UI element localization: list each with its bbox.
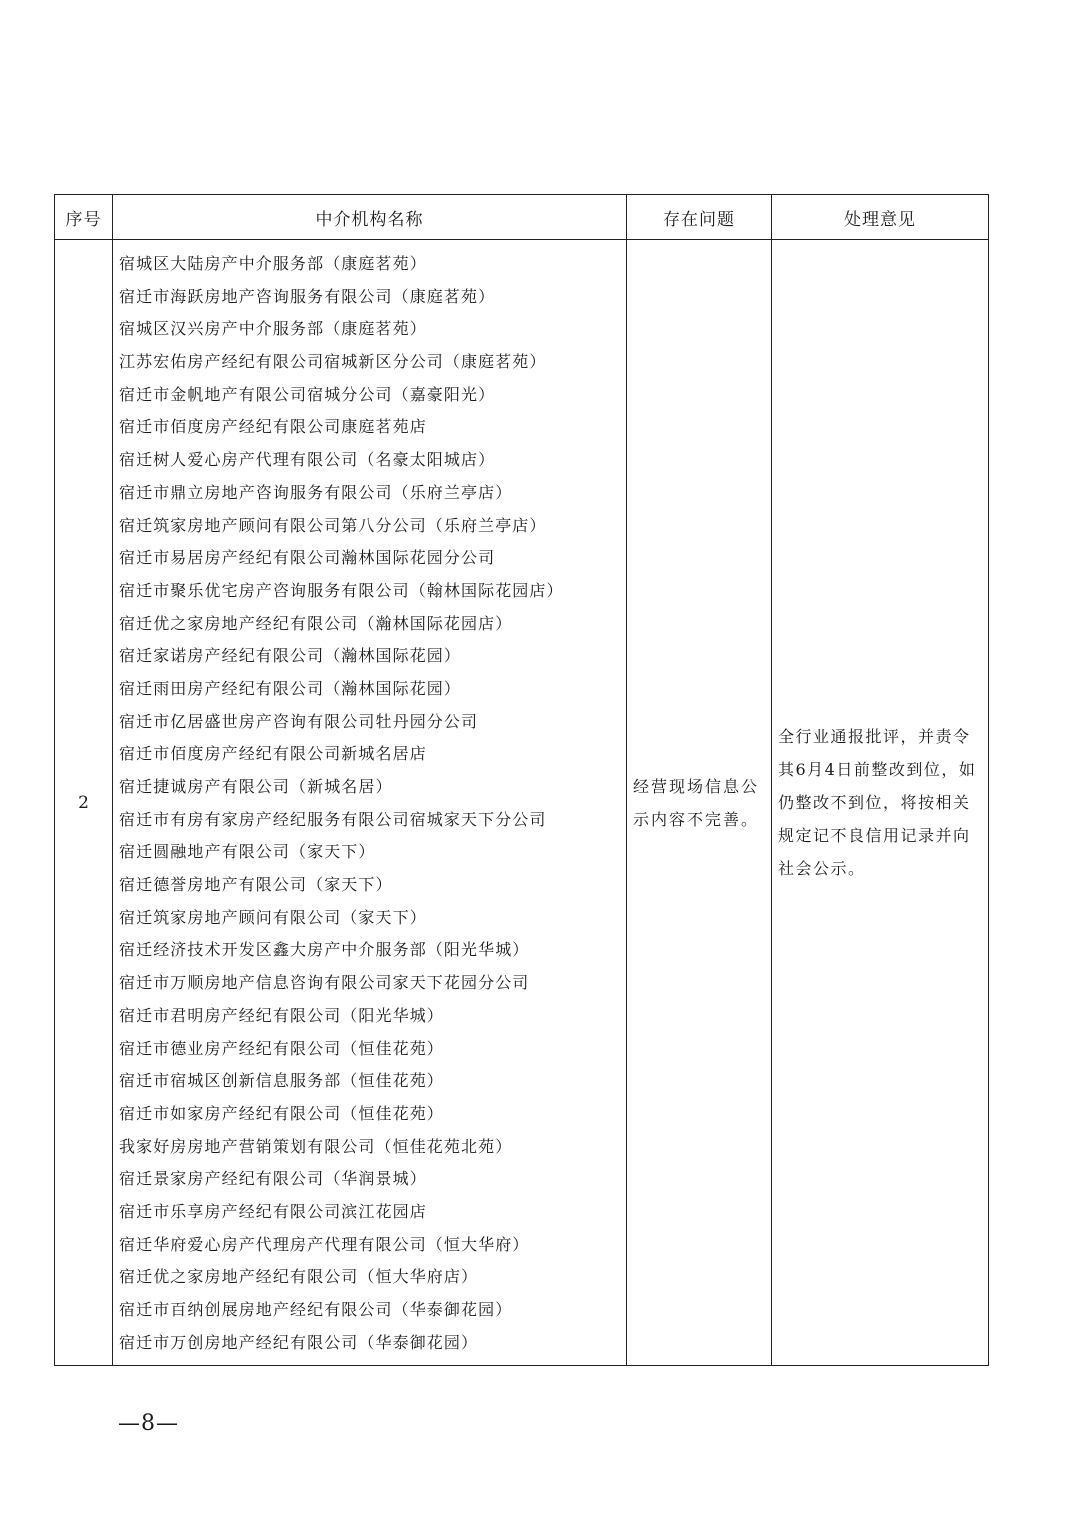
list-item: 宿迁优之家房地产经纪有限公司（瀚林国际花园店） bbox=[119, 613, 513, 633]
list-item: 宿迁优之家房地产经纪有限公司（恒大华府店） bbox=[119, 1267, 479, 1287]
list-item: 宿迁筑家房地产顾问有限公司第八分公司（乐府兰亭店） bbox=[119, 515, 547, 535]
list-item: 宿城区大陆房产中介服务部（康庭茗苑） bbox=[119, 254, 427, 273]
issue-text: 经营现场信息公示内容不完善。 bbox=[627, 240, 772, 1366]
list-item: 宿迁市如家房产经纪有限公司（恒佳花苑） bbox=[119, 1103, 444, 1123]
list-item: 宿迁雨田房产经纪有限公司（瀚林国际花园） bbox=[119, 678, 462, 698]
page-number: —8— bbox=[118, 1411, 179, 1436]
list-item: 宿迁树人爱心房产代理有限公司（名豪太阳城店） bbox=[119, 450, 496, 470]
list-item: 宿迁市有房有家房产经纪服务有限公司宿城家天下分公司 bbox=[119, 809, 547, 829]
list-item: 宿迁市亿居盛世房产咨询有限公司牡丹园分公司 bbox=[119, 711, 479, 731]
list-item: 宿迁市金帆地产有限公司宿城分公司（嘉豪阳光） bbox=[119, 384, 496, 404]
list-item: 宿迁华府爱心房产代理房产代理有限公司（恒大华府） bbox=[119, 1234, 530, 1254]
list-item: 江苏宏佑房产经纪有限公司宿城新区分公司（康庭茗苑） bbox=[119, 352, 547, 372]
list-item: 宿迁市万顺房地产信息咨询有限公司家天下花园分公司 bbox=[119, 973, 530, 993]
list-item: 我家好房房地产营销策划有限公司（恒佳花苑北苑） bbox=[119, 1136, 513, 1156]
list-item: 宿迁市百纳创展房地产经纪有限公司（华泰御花园） bbox=[119, 1300, 513, 1319]
agency-list bbox=[119, 248, 626, 1359]
row-seq: 2 bbox=[55, 240, 113, 1366]
header-issue: 存在问题 bbox=[627, 195, 772, 240]
list-item: 宿迁景家房产经纪有限公司（华润景城） bbox=[119, 1169, 427, 1189]
list-item: 宿迁市德业房产经纪有限公司（恒佳花苑） bbox=[119, 1038, 444, 1058]
rectification-table bbox=[54, 194, 989, 1366]
list-item: 宿迁市佰度房产经纪有限公司新城名居店 bbox=[119, 744, 427, 764]
list-item: 宿迁市易居房产经纪有限公司瀚林国际花园分公司 bbox=[119, 548, 496, 568]
header-seq: 序号 bbox=[55, 195, 113, 240]
list-item: 宿迁市乐享房产经纪有限公司滨江花园店 bbox=[119, 1201, 427, 1221]
list-item: 宿迁圆融地产有限公司（家天下） bbox=[119, 842, 376, 862]
list-item: 宿迁市君明房产经纪有限公司（阳光华城） bbox=[119, 1005, 444, 1025]
action-text: 全行业通报批评，并责令其6月4日前整改到位，如仍整改不到位，将按相关规定记不良信用记录并向社会公示。 bbox=[772, 240, 989, 1366]
table-row bbox=[55, 240, 989, 1366]
list-item: 宿城区汉兴房产中介服务部（康庭茗苑） bbox=[119, 319, 427, 339]
list-item: 宿迁市鼎立房地产咨询服务有限公司（乐府兰亭店） bbox=[119, 482, 513, 502]
list-item: 宿迁市聚乐优宅房产咨询服务有限公司（翰林国际花园店） bbox=[119, 580, 564, 600]
list-item: 宿迁家诺房产经纪有限公司（瀚林国际花园） bbox=[119, 646, 462, 666]
list-item: 宿迁德誉房地产有限公司（家天下） bbox=[119, 875, 393, 895]
list-item: 宿迁经济技术开发区鑫大房产中介服务部（阳光华城） bbox=[119, 940, 530, 960]
list-item: 宿迁市佰度房产经纪有限公司康庭茗苑店 bbox=[119, 417, 427, 437]
header-agency-name: 中介机构名称 bbox=[113, 195, 627, 240]
list-item: 宿迁市海跃房地产咨询服务有限公司（康庭茗苑） bbox=[119, 286, 496, 306]
table-header-row bbox=[55, 195, 989, 240]
list-item: 宿迁市万创房地产经纪有限公司（华泰御花园） bbox=[119, 1332, 479, 1352]
header-action: 处理意见 bbox=[772, 195, 989, 240]
agency-names-cell bbox=[113, 240, 627, 1366]
list-item: 宿迁捷诚房产有限公司（新城名居） bbox=[119, 777, 393, 796]
list-item: 宿迁市宿城区创新信息服务部（恒佳花苑） bbox=[119, 1071, 444, 1091]
list-item: 宿迁筑家房地产顾问有限公司（家天下） bbox=[119, 907, 427, 927]
